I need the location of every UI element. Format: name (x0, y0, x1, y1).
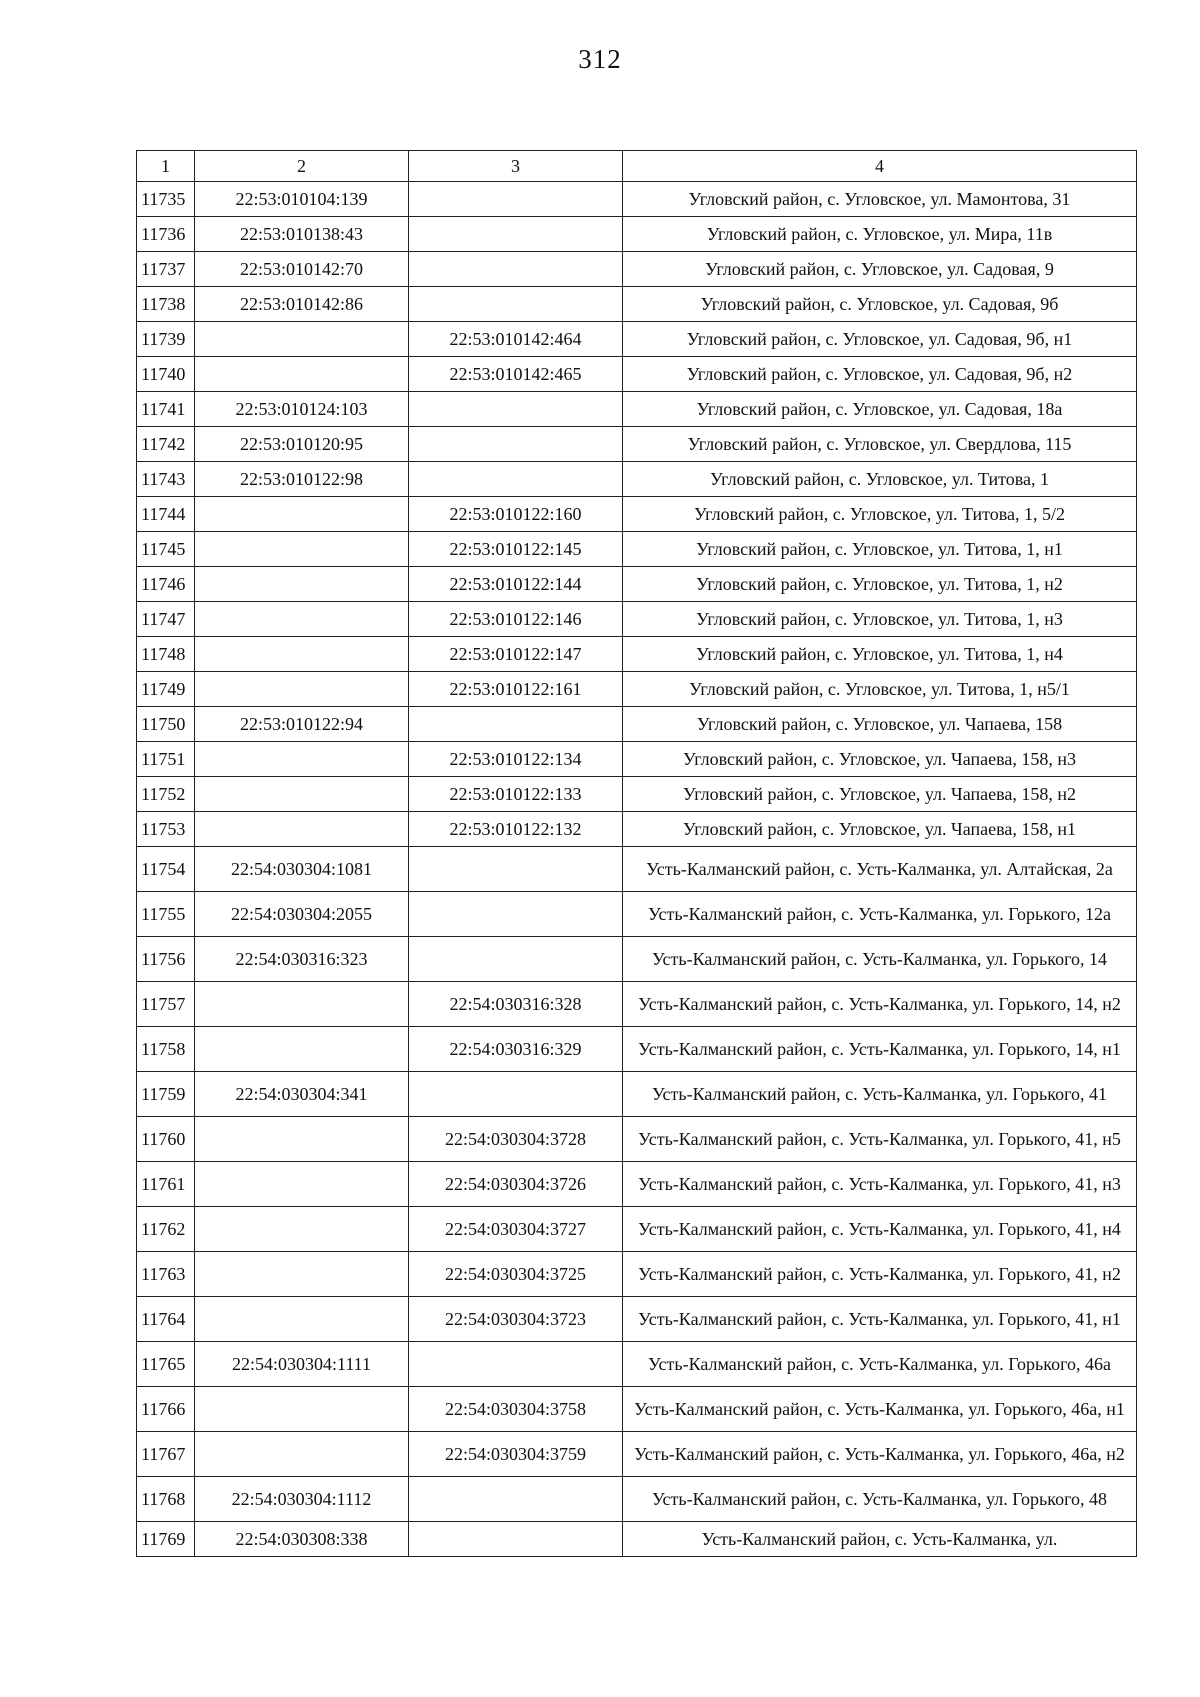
cadastral-number-col2 (195, 322, 409, 357)
row-number: 11739 (137, 322, 195, 357)
row-number: 11735 (137, 182, 195, 217)
cadastral-number-col2 (195, 602, 409, 637)
address-cell: Угловский район, с. Угловское, ул. Садовая, 9 (623, 252, 1137, 287)
page-number: 312 (578, 44, 622, 74)
cadastral-number-col2 (195, 497, 409, 532)
address-cell: Угловский район, с. Угловское, ул. Мира, 11в (623, 217, 1137, 252)
table-row (137, 602, 1137, 637)
cadastral-number-col2 (195, 777, 409, 812)
cadastral-number-col2: 22:54:030304:1111 (195, 1342, 409, 1387)
table-row (137, 392, 1137, 427)
cadastral-number-col2: 22:54:030304:1112 (195, 1477, 409, 1522)
address-cell: Угловский район, с. Угловское, ул. Садовая, 18а (623, 392, 1137, 427)
cadastral-number-col3: 22:54:030304:3726 (409, 1162, 623, 1207)
row-number: 11760 (137, 1117, 195, 1162)
row-number: 11756 (137, 937, 195, 982)
cadastral-number-col3: 22:53:010122:132 (409, 812, 623, 847)
address-cell: Угловский район, с. Угловское, ул. Чапаева, 158 (623, 707, 1137, 742)
row-number: 11763 (137, 1252, 195, 1297)
cadastral-number-col2: 22:54:030316:323 (195, 937, 409, 982)
cadastral-number-col3 (409, 392, 623, 427)
registry-table (136, 150, 1137, 1557)
row-number: 11746 (137, 567, 195, 602)
address-cell: Угловский район, с. Угловское, ул. Титова, 1, н3 (623, 602, 1137, 637)
header-col-3: 3 (409, 151, 623, 182)
cadastral-number-col3 (409, 1522, 623, 1557)
address-cell: Угловский район, с. Угловское, ул. Титова, 1 (623, 462, 1137, 497)
registry-table-body (137, 151, 1137, 1557)
address-cell: Усть-Калманский район, с. Усть-Калманка, ул. Горького, 46а, н2 (623, 1432, 1137, 1477)
row-number: 11766 (137, 1387, 195, 1432)
row-number: 11767 (137, 1432, 195, 1477)
cadastral-number-col2: 22:54:030304:2055 (195, 892, 409, 937)
cadastral-number-col2: 22:53:010120:95 (195, 427, 409, 462)
cadastral-number-col2: 22:54:030304:1081 (195, 847, 409, 892)
cadastral-number-col3 (409, 937, 623, 982)
cadastral-number-col3 (409, 1342, 623, 1387)
table-row (137, 1297, 1137, 1342)
address-cell: Усть-Калманский район, с. Усть-Калманка, ул. Горького, 41, н3 (623, 1162, 1137, 1207)
table-row (137, 1072, 1137, 1117)
address-cell: Усть-Калманский район, с. Усть-Калманка, ул. Горького, 46а, н1 (623, 1387, 1137, 1432)
table-row (137, 1027, 1137, 1072)
address-cell: Угловский район, с. Угловское, ул. Садовая, 9б, н2 (623, 357, 1137, 392)
cadastral-number-col3 (409, 1477, 623, 1522)
cadastral-number-col2 (195, 567, 409, 602)
address-cell: Усть-Калманский район, с. Усть-Калманка, ул. Горького, 41, н1 (623, 1297, 1137, 1342)
cadastral-number-col2 (195, 672, 409, 707)
cadastral-number-col2 (195, 742, 409, 777)
row-number: 11743 (137, 462, 195, 497)
cadastral-number-col3: 22:54:030304:3725 (409, 1252, 623, 1297)
cadastral-number-col2 (195, 1252, 409, 1297)
cadastral-number-col2 (195, 982, 409, 1027)
cadastral-number-col3: 22:53:010122:133 (409, 777, 623, 812)
cadastral-number-col3: 22:53:010122:145 (409, 532, 623, 567)
row-number: 11750 (137, 707, 195, 742)
table-row (137, 252, 1137, 287)
header-col-1: 1 (137, 151, 195, 182)
cadastral-number-col2: 22:53:010122:94 (195, 707, 409, 742)
table-row (137, 1252, 1137, 1297)
cadastral-number-col2 (195, 812, 409, 847)
table-row (137, 707, 1137, 742)
row-number: 11749 (137, 672, 195, 707)
cadastral-number-col3: 22:54:030304:3728 (409, 1117, 623, 1162)
table-row (137, 287, 1137, 322)
cadastral-number-col3: 22:53:010122:134 (409, 742, 623, 777)
row-number: 11752 (137, 777, 195, 812)
row-number: 11744 (137, 497, 195, 532)
row-number: 11741 (137, 392, 195, 427)
table-row (137, 812, 1137, 847)
table-row (137, 532, 1137, 567)
address-cell: Угловский район, с. Угловское, ул. Титова, 1, н4 (623, 637, 1137, 672)
header-row (137, 151, 1137, 182)
cadastral-number-col2: 22:53:010104:139 (195, 182, 409, 217)
cadastral-number-col3 (409, 252, 623, 287)
cadastral-number-col2 (195, 1207, 409, 1252)
row-number: 11738 (137, 287, 195, 322)
table-row (137, 937, 1137, 982)
row-number: 11765 (137, 1342, 195, 1387)
address-cell: Усть-Калманский район, с. Усть-Калманка, ул. Горького, 41, н4 (623, 1207, 1137, 1252)
row-number: 11761 (137, 1162, 195, 1207)
cadastral-number-col2: 22:53:010142:86 (195, 287, 409, 322)
cadastral-number-col3: 22:53:010122:147 (409, 637, 623, 672)
address-cell: Угловский район, с. Угловское, ул. Чапаева, 158, н3 (623, 742, 1137, 777)
address-cell: Усть-Калманский район, с. Усть-Калманка, ул. Горького, 14, н2 (623, 982, 1137, 1027)
row-number: 11755 (137, 892, 195, 937)
table-row (137, 637, 1137, 672)
table-row (137, 672, 1137, 707)
table-row (137, 1477, 1137, 1522)
table-row (137, 1387, 1137, 1432)
row-number: 11762 (137, 1207, 195, 1252)
table-row (137, 322, 1137, 357)
cadastral-number-col3: 22:53:010122:144 (409, 567, 623, 602)
cadastral-number-col3: 22:54:030304:3758 (409, 1387, 623, 1432)
cadastral-number-col2 (195, 532, 409, 567)
cadastral-number-col3: 22:53:010122:161 (409, 672, 623, 707)
table-row (137, 427, 1137, 462)
address-cell: Усть-Калманский район, с. Усть-Калманка, ул. Горького, 14 (623, 937, 1137, 982)
cadastral-number-col3 (409, 892, 623, 937)
table-row (137, 357, 1137, 392)
row-number: 11747 (137, 602, 195, 637)
row-number: 11753 (137, 812, 195, 847)
cadastral-number-col2 (195, 1387, 409, 1432)
address-cell: Угловский район, с. Угловское, ул. Садовая, 9б, н1 (623, 322, 1137, 357)
address-cell: Угловский район, с. Угловское, ул. Садовая, 9б (623, 287, 1137, 322)
table-row (137, 847, 1137, 892)
cadastral-number-col2: 22:53:010124:103 (195, 392, 409, 427)
cadastral-number-col2 (195, 1027, 409, 1072)
row-number: 11764 (137, 1297, 195, 1342)
address-cell: Угловский район, с. Угловское, ул. Титова, 1, 5/2 (623, 497, 1137, 532)
cadastral-number-col3: 22:53:010122:146 (409, 602, 623, 637)
address-cell: Угловский район, с. Угловское, ул. Титова, 1, н1 (623, 532, 1137, 567)
row-number: 11742 (137, 427, 195, 462)
address-cell: Усть-Калманский район, с. Усть-Калманка, ул. Горького, 46а (623, 1342, 1137, 1387)
cadastral-number-col2 (195, 1162, 409, 1207)
table-row (137, 182, 1137, 217)
row-number: 11748 (137, 637, 195, 672)
cadastral-number-col3: 22:53:010122:160 (409, 497, 623, 532)
address-cell: Усть-Калманский район, с. Усть-Калманка, ул. Горького, 41 (623, 1072, 1137, 1117)
cadastral-number-col3 (409, 287, 623, 322)
row-number: 11736 (137, 217, 195, 252)
cadastral-number-col3 (409, 427, 623, 462)
row-number: 11737 (137, 252, 195, 287)
cadastral-number-col3 (409, 1072, 623, 1117)
address-cell: Угловский район, с. Угловское, ул. Чапаева, 158, н2 (623, 777, 1137, 812)
table-row (137, 1522, 1137, 1557)
address-cell: Усть-Калманский район, с. Усть-Калманка, ул. Алтайская, 2а (623, 847, 1137, 892)
cadastral-number-col2 (195, 1297, 409, 1342)
cadastral-number-col3: 22:54:030304:3759 (409, 1432, 623, 1477)
cadastral-number-col2: 22:54:030304:341 (195, 1072, 409, 1117)
table-row (137, 1342, 1137, 1387)
row-number: 11757 (137, 982, 195, 1027)
address-cell: Усть-Калманский район, с. Усть-Калманка, ул. Горького, 48 (623, 1477, 1137, 1522)
table-row (137, 892, 1137, 937)
cadastral-number-col2 (195, 1432, 409, 1477)
cadastral-number-col3: 22:53:010142:465 (409, 357, 623, 392)
table-row (137, 217, 1137, 252)
cadastral-number-col3 (409, 182, 623, 217)
cadastral-number-col3 (409, 217, 623, 252)
table-row (137, 497, 1137, 532)
table-row (137, 777, 1137, 812)
cadastral-number-col3 (409, 847, 623, 892)
address-cell: Угловский район, с. Угловское, ул. Чапаева, 158, н1 (623, 812, 1137, 847)
table-row (137, 462, 1137, 497)
cadastral-number-col3: 22:54:030304:3723 (409, 1297, 623, 1342)
address-cell: Усть-Калманский район, с. Усть-Калманка, ул. Горького, 41, н2 (623, 1252, 1137, 1297)
row-number: 11769 (137, 1522, 195, 1557)
cadastral-number-col3: 22:54:030316:329 (409, 1027, 623, 1072)
cadastral-number-col3 (409, 462, 623, 497)
cadastral-number-col2: 22:53:010142:70 (195, 252, 409, 287)
cadastral-number-col2: 22:53:010122:98 (195, 462, 409, 497)
address-cell: Угловский район, с. Угловское, ул. Титова, 1, н2 (623, 567, 1137, 602)
address-cell: Усть-Калманский район, с. Усть-Калманка, ул. Горького, 12а (623, 892, 1137, 937)
address-cell: Усть-Калманский район, с. Усть-Калманка, ул. Горького, 41, н5 (623, 1117, 1137, 1162)
row-number: 11768 (137, 1477, 195, 1522)
table-row (137, 1432, 1137, 1477)
address-cell: Угловский район, с. Угловское, ул. Свердлова, 115 (623, 427, 1137, 462)
cadastral-number-col3: 22:54:030316:328 (409, 982, 623, 1027)
cadastral-number-col2 (195, 1117, 409, 1162)
table-row (137, 982, 1137, 1027)
address-cell: Усть-Калманский район, с. Усть-Калманка, ул. (623, 1522, 1137, 1557)
cadastral-number-col2: 22:53:010138:43 (195, 217, 409, 252)
cadastral-number-col2: 22:54:030308:338 (195, 1522, 409, 1557)
header-col-2: 2 (195, 151, 409, 182)
address-cell: Угловский район, с. Угловское, ул. Титова, 1, н5/1 (623, 672, 1137, 707)
cadastral-number-col2 (195, 637, 409, 672)
cadastral-number-col3: 22:53:010142:464 (409, 322, 623, 357)
header-col-4: 4 (623, 151, 1137, 182)
cadastral-number-col3: 22:54:030304:3727 (409, 1207, 623, 1252)
table-row (137, 742, 1137, 777)
address-cell: Усть-Калманский район, с. Усть-Калманка, ул. Горького, 14, н1 (623, 1027, 1137, 1072)
row-number: 11758 (137, 1027, 195, 1072)
row-number: 11754 (137, 847, 195, 892)
row-number: 11745 (137, 532, 195, 567)
table-row (137, 1117, 1137, 1162)
table-row (137, 1207, 1137, 1252)
table-row (137, 567, 1137, 602)
row-number: 11751 (137, 742, 195, 777)
cadastral-number-col2 (195, 357, 409, 392)
cadastral-number-col3 (409, 707, 623, 742)
row-number: 11759 (137, 1072, 195, 1117)
table-row (137, 1162, 1137, 1207)
address-cell: Угловский район, с. Угловское, ул. Мамонтова, 31 (623, 182, 1137, 217)
row-number: 11740 (137, 357, 195, 392)
